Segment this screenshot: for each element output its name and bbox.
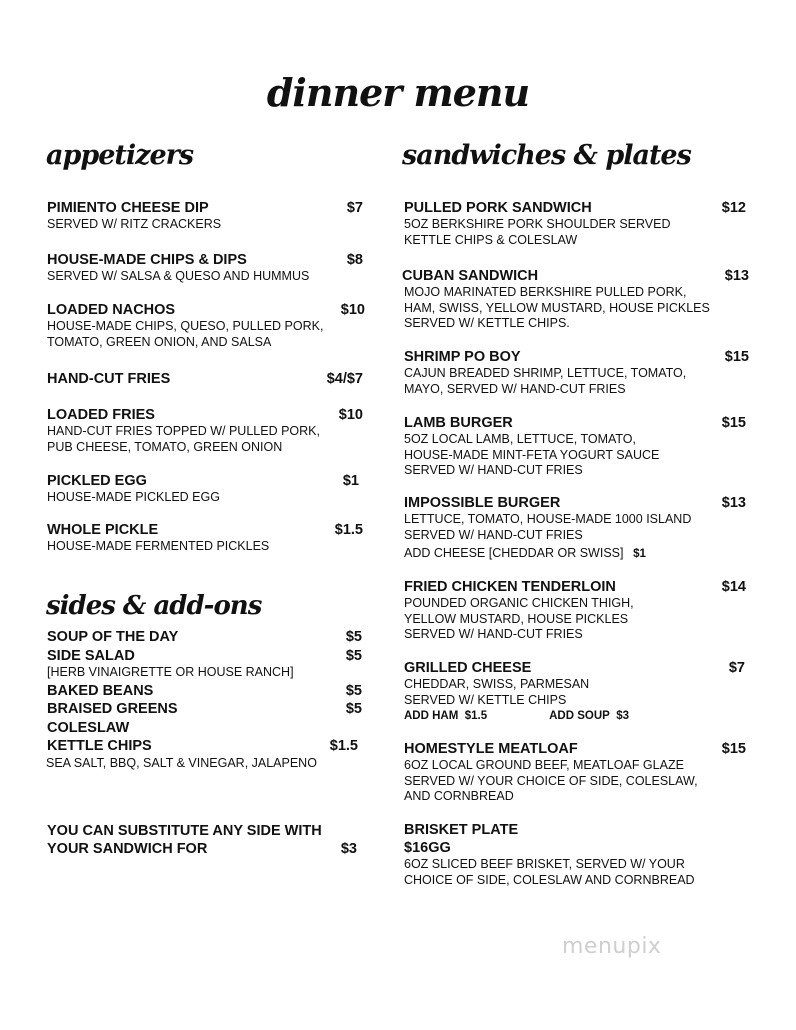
item-description: 6OZ LOCAL GROUND BEEF, MEATLOAF GLAZE [404,758,684,772]
menu-item [404,578,746,643]
menu-item [404,348,749,397]
item-name: SHRIMP PO BOY [404,349,521,365]
item-price: $15 [724,349,749,365]
menu-item [47,301,365,350]
menu-item [404,740,746,805]
item-name: BAKED BEANS [47,682,154,699]
item-description: KETTLE CHIPS & COLESLAW [404,232,578,247]
item-price: $4/$7 [326,371,363,387]
menu-item [402,267,749,332]
item-name: PIMIENTO CHEESE DIP [47,200,209,216]
menu-item [47,406,363,455]
item-description: CHEDDAR, SWISS, PARMESAN [404,677,590,691]
item-price: $10 [338,407,363,423]
item-price: $5 [345,682,362,699]
menu-item [404,494,746,562]
item-description: YELLOW MUSTARD, HOUSE PICKLES [404,611,629,626]
item-description: SERVED W/ YOUR CHOICE OF SIDE, COLESLAW, [404,773,698,788]
note-line: YOUR SANDWICH FOR [47,841,208,857]
addon-line [404,708,745,724]
item-price: $16GG [404,840,451,856]
item-name: BRAISED GREENS [47,701,178,717]
item-name: GRILLED CHEESE [404,660,532,676]
item-name: COLESLAW [47,719,130,736]
sides-list [47,628,362,772]
item-description: [HERB VINAIGRETTE OR HOUSE RANCH] [47,665,294,679]
item-description: POUNDED ORGANIC CHICKEN THIGH, [404,596,634,610]
item-description: MOJO MARINATED BERKSHIRE PULLED PORK, [404,285,687,299]
item-description: SERVED W/ HAND-CUT FRIES [404,627,583,641]
sandwiches-heading: sandwiches & plates [402,140,691,171]
menu-item [404,414,746,479]
item-price: $14 [721,579,746,595]
menu-item [47,251,363,285]
item-description: TOMATO, GREEN ONION, AND SALSA [47,334,272,349]
item-name: PICKLED EGG [47,473,147,489]
addon-price: $1.5 [464,710,488,722]
item-description: 6OZ SLICED BEEF BRISKET, SERVED W/ YOUR [404,857,685,871]
addon-label: ADD HAM [404,710,459,722]
page-title: dinner menu [266,70,530,115]
item-price: $5 [345,647,362,664]
appetizers-heading: appetizers [46,140,194,171]
item-price: $10 [340,302,365,318]
item-description: 5OZ LOCAL LAMB, LETTUCE, TOMATO, [404,432,637,446]
note-line: YOU CAN SUBSTITUTE ANY SIDE WITH [47,823,322,839]
item-price: $8 [346,252,363,268]
item-description: 5OZ BERKSHIRE PORK SHOULDER SERVED [404,217,671,231]
item-price: $15 [721,741,746,757]
item-description: SERVED W/ RITZ CRACKERS [47,217,222,231]
menu-item [47,199,363,233]
item-name: BRISKET PLATE [404,822,519,838]
item-price: $5 [345,629,362,645]
item-price: $5 [345,701,362,717]
item-description: CHOICE OF SIDE, COLESLAW AND CORNBREAD [404,872,695,887]
watermark-logo: menupix [562,934,662,959]
item-price: $13 [721,495,746,511]
item-name: HAND-CUT FRIES [47,371,171,387]
item-description: AND CORNBREAD [404,789,514,803]
item-price: $1.5 [329,738,358,754]
addon-label: ADD CHEESE [CHEDDAR OR SWISS] [404,546,624,560]
item-description: SERVED W/ KETTLE CHIPS. [404,316,570,330]
item-description: SERVED W/ HAND-CUT FRIES [404,527,583,542]
item-price: $12 [721,200,746,216]
item-price: $13 [724,268,749,284]
menu-item [404,659,745,724]
menu-item [47,521,363,555]
item-description: SERVED W/ KETTLE CHIPS [404,692,567,707]
item-name: FRIED CHICKEN TENDERLOIN [404,579,616,595]
item-name: SIDE SALAD [47,647,135,664]
item-name: KETTLE CHIPS [47,738,152,754]
item-name: IMPOSSIBLE BURGER [404,495,561,511]
item-description: HOUSE-MADE FERMENTED PICKLES [47,539,270,553]
item-description: PUB CHEESE, TOMATO, GREEN ONION [47,439,283,454]
item-description: HOUSE-MADE CHIPS, QUESO, PULLED PORK, [47,319,324,333]
item-description: HAM, SWISS, YELLOW MUSTARD, HOUSE PICKLES [404,300,710,315]
item-description: LETTUCE, TOMATO, HOUSE-MADE 1000 ISLAND [404,512,692,526]
menu-item [404,821,746,888]
item-description: HOUSE-MADE PICKLED EGG [47,490,220,504]
item-name: LOADED NACHOS [47,302,176,318]
addon-price: $1 [633,548,646,560]
item-description: HOUSE-MADE MINT-FETA YOGURT SAUCE [404,447,660,462]
item-name: PULLED PORK SANDWICH [404,200,592,216]
item-description: CAJUN BREADED SHRIMP, LETTUCE, TOMATO, [404,366,687,380]
item-price: $7 [728,660,745,676]
note-price: $3 [340,841,357,857]
item-name: SOUP OF THE DAY [47,629,179,645]
item-name: LOADED FRIES [47,407,155,423]
item-price: $1 [342,473,359,489]
item-name: CUBAN SANDWICH [402,268,539,284]
item-description: HAND-CUT FRIES TOPPED W/ PULLED PORK, [47,424,320,438]
substitution-note [47,822,357,858]
item-name: HOMESTYLE MEATLOAF [404,741,578,757]
menu-item [47,370,363,388]
addon-price: $3 [616,710,629,722]
item-name: HOUSE-MADE CHIPS & DIPS [47,252,247,268]
item-description: SERVED W/ HAND-CUT FRIES [404,463,583,477]
item-price: $15 [721,415,746,431]
addon-label: ADD SOUP [549,710,610,722]
menu-item [404,199,746,248]
item-description: SEA SALT, BBQ, SALT & VINEGAR, JALAPENO [46,755,317,770]
item-price: $7 [346,200,363,216]
item-name: WHOLE PICKLE [47,522,159,538]
sides-heading: sides & add-ons [46,591,262,621]
menu-item [47,472,359,506]
item-description: MAYO, SERVED W/ HAND-CUT FRIES [404,381,626,396]
addon-line [404,545,746,562]
item-name: LAMB BURGER [404,415,513,431]
item-price: $1.5 [334,522,363,538]
item-description: SERVED W/ SALSA & QUESO AND HUMMUS [47,269,310,283]
